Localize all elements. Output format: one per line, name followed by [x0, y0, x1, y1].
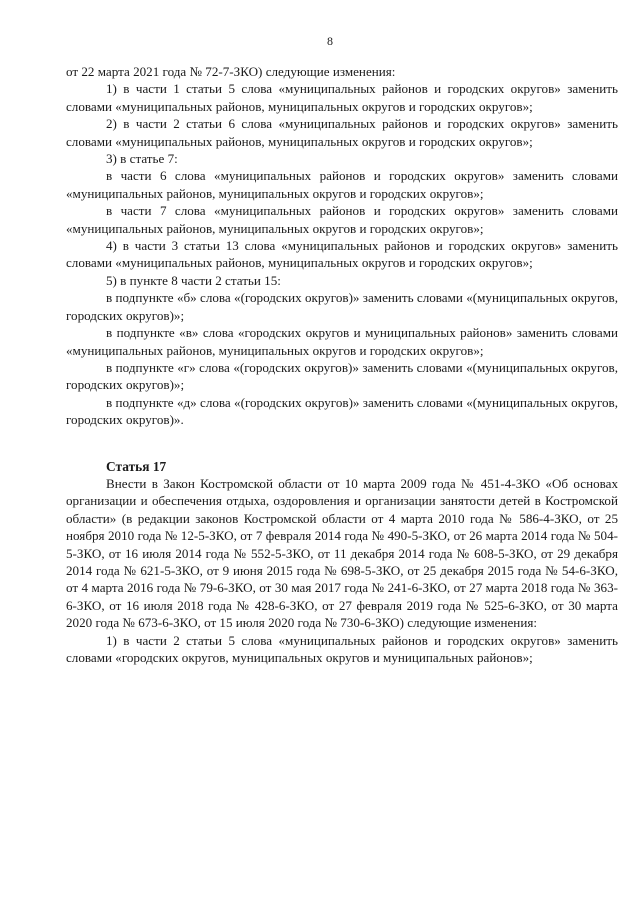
list-item: в подпункте «б» слова «(городских округов)» заменить словами «(муниципальных округов, городских округов)»;: [66, 290, 618, 323]
list-item: в подпункте «г» слова «(городских округов)» заменить словами «(муниципальных округов, городских округов)»;: [66, 359, 618, 393]
list-item: 1) в части 2 статьи 5 слова «муниципальных районов и городских округов» заменить словами «городских округов, муниципальных округов и муниципальных районов»;: [66, 632, 618, 665]
document-body: [66, 63, 618, 666]
list-item: 3) в статье 7:: [106, 151, 178, 167]
paragraph: Внести в Закон Костромской области от 10 марта 2009 года № 451-4-ЗКО «Об основах организации и обеспечения отдыха, оздоровления и организации занятости детей в Костромской области» (в редакции законов Костромской области от 4 марта 2010 года № 586-4-ЗКО, от 25 ноября 2010 года № 12-5-ЗКО, от 7 февраля 2014 года № 490-5-ЗКО, от 26 марта 2014 года № 504-5-ЗКО, от 16 июля 2014 года № 552-5-ЗКО, от 11 декабря 2014 года № 608-5-ЗКО, от 29 декабря 2014 года № 621-5-ЗКО, от 9 июня 2015 года № 698-5-ЗКО, от 25 декабря 2015 года № 54-6-ЗКО, от 4 марта 2016 года № 79-6-ЗКО, от 30 мая 2017 года № 241-6-ЗКО, от 27 марта 2018 года № 363-6-ЗКО, от 16 июля 2018 года № 428-6-ЗКО, от 27 февраля 2019 года № 525-6-ЗКО, от 30 марта 2020 года № 673-6-ЗКО, от 15 июля 2020 года № 730-6-ЗКО) следующие изменения:: [66, 475, 618, 631]
list-item: в подпункте «д» слова «(городских округов)» заменить словами «(муниципальных округов, городских округов)».: [66, 394, 618, 428]
list-item: 4) в части 3 статьи 13 слова «муниципальных районов и городских округов» заменить словами «муниципальных районов, муниципальных округов и городских округов»;: [66, 238, 618, 271]
list-item: в подпункте «в» слова «городских округов и муниципальных районов» заменить словами «муниципальных районов, муниципальных округов и городских округов»;: [66, 325, 618, 358]
list-item: 5) в пункте 8 части 2 статьи 15:: [106, 272, 281, 288]
paragraph: от 22 марта 2021 года № 72-7-ЗКО) следующие изменения:: [66, 64, 396, 79]
list-item: в части 7 слова «муниципальных районов и городских округов» заменить словами «муниципальных районов, муниципальных округов и городских округов»;: [66, 203, 618, 236]
page-number: 8: [327, 34, 333, 48]
article-heading: Статья 17: [106, 458, 167, 474]
list-item: в части 6 слова «муниципальных районов и городских округов» заменить словами «муниципальных районов, муниципальных округов и городских округов»;: [66, 168, 618, 201]
list-item: 2) в части 2 статьи 6 слова «муниципальных районов и городских округов» заменить словами «муниципальных районов, муниципальных округов и городских округов»;: [66, 116, 618, 149]
list-item: 1) в части 1 статьи 5 слова «муниципальных районов и городских округов» заменить словами «муниципальных районов, муниципальных округов и городских округов»;: [66, 81, 618, 114]
